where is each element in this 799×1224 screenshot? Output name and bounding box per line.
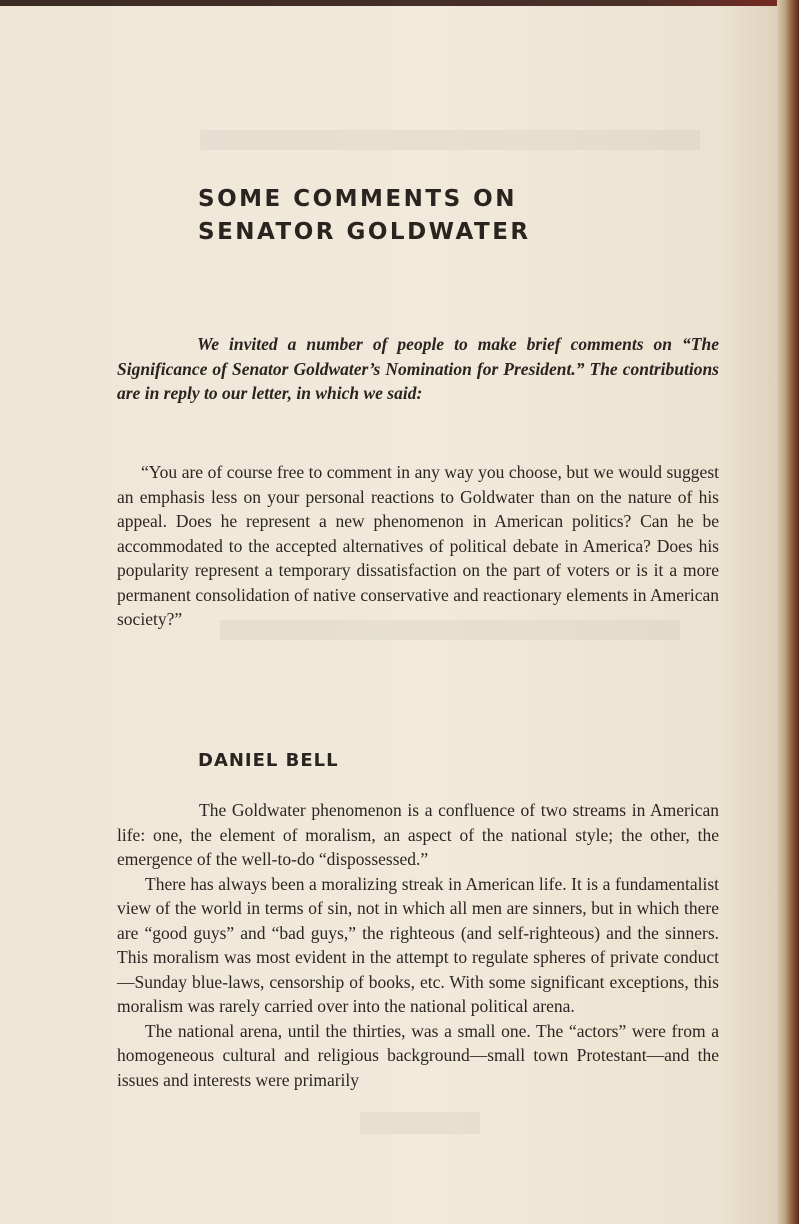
show-through-shadow (200, 130, 700, 150)
body-paragraph: The national arena, until the thirties, was a small one. The “actors” were from a homogeneous cultural and religious background—small town Protestant—and the issues and interests were primarily (117, 1020, 719, 1090)
invitation-quote: “You are of course free to comment in any way you choose, but we would suggest an emphasis less on your personal reactions to Goldwater than on the nature of his appeal. Does he represent a new phenomenon in American politics? Can he be accommodated to the accepted alternatives of political debate in America? Does his popularity represent a temporary dissatisfaction on the part of voters or is it a more permanent consolidation of native conservative and reactionary elements in American society?” (117, 462, 719, 629)
article-title-line-2: SENATOR GOLDWATER (198, 219, 531, 245)
body-paragraph: There has always been a moralizing streak in American life. It is a fundamentalist view of the world in terms of sin, not in which all men are sinners, but in which there are “good guys” and “bad guys,” the righteous (and self-righteous) and the sinners. This moralism was most evident in the attempt to regulate spheres of private conduct—Sunday blue-laws, censorship of books, etc. With some significant exceptions, this moralism was rarely carried over into the national political arena. (117, 873, 719, 1016)
article-title (198, 183, 618, 249)
article-body (117, 798, 719, 1092)
article-title-line-1: SOME COMMENTS ON (198, 186, 517, 212)
show-through-shadow (360, 1112, 480, 1134)
editor-intro: We invited a number of people to make brief comments on “The Significance of Senator Goldwater’s Nomination for President.” The contributions are in reply to our letter, in which we said: (117, 334, 719, 403)
page-top-edge (0, 0, 799, 6)
author-name: DANIEL BELL (198, 750, 339, 771)
body-paragraph: The Goldwater phenomenon is a confluence of two streams in American life: one, the element of moralism, an aspect of the national style; the other, the emergence of the well-to-do “dispossessed.” (117, 800, 719, 869)
book-spine (777, 0, 799, 1224)
